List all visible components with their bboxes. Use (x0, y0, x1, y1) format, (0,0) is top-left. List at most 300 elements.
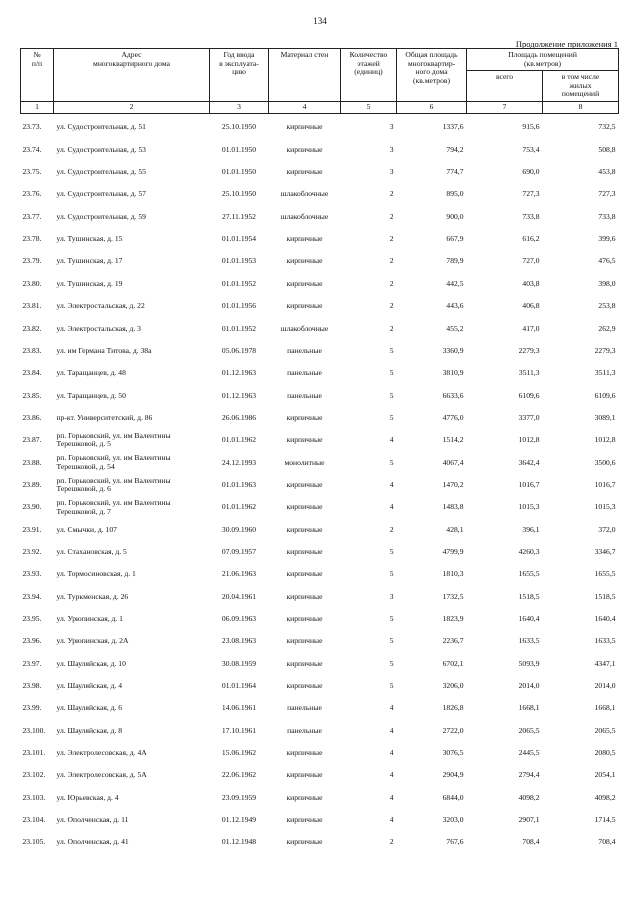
row-number: 23.82. (22, 323, 42, 333)
row-address: ул. Тушинская, д. 17 (56, 256, 123, 266)
row-total-area: 1470,2 (442, 479, 464, 489)
row-premises-area: 733,8 (522, 211, 540, 221)
row-living-area: 3346,7 (594, 546, 616, 556)
row-total-area: 2904,9 (442, 770, 464, 780)
row-address: ул. Судостроительная, д. 53 (56, 144, 146, 154)
table-row (21, 809, 619, 831)
page-number: 134 (313, 16, 327, 26)
row-total-area: 3076,5 (442, 748, 464, 758)
row-premises-area: 915,6 (522, 122, 540, 132)
row-total-area: 774,7 (446, 167, 464, 177)
row-floors: 4 (389, 725, 394, 735)
column-number-6: 6 (397, 101, 467, 113)
row-total-area: 1337,6 (442, 122, 464, 132)
row-number: 23.98. (22, 681, 42, 691)
row-address: ул. Тормосиновская, д. 1 (56, 569, 136, 579)
row-premises-area: 1655,5 (518, 569, 540, 579)
row-wall-material: кирпичные (286, 815, 323, 825)
row-address: ул. Шауляйская, д. 4 (56, 681, 123, 691)
row-premises-area: 1015,3 (518, 502, 540, 512)
row-premises-area: 4098,2 (518, 792, 540, 802)
column-number-4: 4 (269, 101, 341, 113)
row-floors: 4 (389, 703, 394, 713)
header-floors: Количество этажей (единиц) (341, 49, 397, 102)
row-wall-material: кирпичные (286, 167, 323, 177)
row-premises-area: 2907,1 (518, 815, 540, 825)
row-commission-date: 01.12.1963 (221, 390, 257, 400)
row-number: 23.77. (22, 211, 42, 221)
row-commission-date: 17.10.1961 (221, 725, 257, 735)
row-number: 23.74. (22, 144, 42, 154)
row-total-area: 2722,0 (442, 725, 464, 735)
row-commission-date: 22.06.1962 (221, 770, 257, 780)
row-premises-area: 1518,5 (518, 591, 540, 601)
row-wall-material: кирпичные (286, 502, 323, 512)
row-wall-material: панельные (287, 703, 322, 713)
row-living-area: 1012,8 (594, 435, 616, 445)
row-premises-area: 2014,0 (518, 681, 540, 691)
row-premises-area: 1016,7 (518, 479, 540, 489)
row-floors: 5 (389, 636, 394, 646)
table-row (21, 541, 619, 563)
row-number: 23.95. (22, 613, 42, 623)
header-area-all: всего (467, 71, 543, 102)
row-address: ул. Судостроительная, д. 55 (56, 167, 146, 177)
table-row (21, 764, 619, 786)
row-total-area: 1483,8 (442, 502, 464, 512)
row-address: ул. Судостроительная, д. 57 (56, 189, 146, 199)
table-row (21, 113, 619, 139)
row-commission-date: 01.01.1956 (221, 301, 257, 311)
row-total-area: 2236,7 (442, 636, 464, 646)
row-number: 23.88. (22, 457, 42, 467)
row-address: рп. Горьковский, ул. им Валентины Терешковой, д. 6 (56, 475, 171, 494)
row-premises-area: 1668,1 (518, 703, 540, 713)
row-number: 23.99. (22, 703, 42, 713)
row-living-area: 1668,1 (594, 703, 616, 713)
row-floors: 2 (389, 837, 394, 847)
row-premises-area: 4260,3 (518, 546, 540, 556)
row-wall-material: кирпичные (286, 122, 323, 132)
row-address: рп. Горьковский, ул. им Валентины Терешковой, д. 5 (56, 430, 171, 449)
row-living-area: 1016,7 (594, 479, 616, 489)
row-premises-area: 1633,5 (518, 636, 540, 646)
row-living-area: 708,4 (598, 837, 616, 847)
row-wall-material: панельные (287, 345, 322, 355)
row-total-area: 1732,5 (442, 591, 464, 601)
row-floors: 5 (389, 613, 394, 623)
row-commission-date: 14.06.1961 (221, 703, 257, 713)
table-row (21, 429, 619, 451)
row-wall-material: кирпичные (286, 636, 323, 646)
header-address: Адрес многоквартирного дома (54, 49, 210, 102)
row-floors: 3 (389, 167, 394, 177)
row-living-area: 2014,0 (594, 681, 616, 691)
row-floors: 2 (389, 278, 394, 288)
row-total-area: 789,9 (446, 256, 464, 266)
row-premises-area: 2794,4 (518, 770, 540, 780)
row-commission-date: 01.01.1952 (221, 278, 257, 288)
row-commission-date: 15.06.1962 (221, 748, 257, 758)
row-living-area: 1015,3 (594, 502, 616, 512)
row-total-area: 794,2 (446, 144, 464, 154)
row-premises-area: 616,2 (522, 234, 540, 244)
row-premises-area: 3642,4 (518, 457, 540, 467)
row-number: 23.103. (22, 792, 46, 802)
row-commission-date: 21.06.1963 (221, 569, 257, 579)
row-living-area: 3500,6 (594, 457, 616, 467)
row-number: 23.97. (22, 658, 42, 668)
row-premises-area: 753,4 (522, 144, 540, 154)
row-total-area: 455,2 (446, 323, 464, 333)
row-living-area: 3089,1 (594, 412, 616, 422)
row-living-area: 262,9 (598, 323, 616, 333)
row-floors: 4 (389, 502, 394, 512)
row-number: 23.73. (22, 122, 42, 132)
row-floors: 3 (389, 144, 394, 154)
table-row (21, 474, 619, 496)
row-address: ул. Судостроительная, д. 51 (56, 122, 146, 132)
row-total-area: 6702,1 (442, 658, 464, 668)
column-number-7: 7 (467, 101, 543, 113)
row-commission-date: 26.06.1986 (221, 412, 257, 422)
row-premises-area: 396,1 (522, 524, 540, 534)
row-address: ул. Туркменская, д. 26 (56, 591, 129, 601)
row-floors: 5 (389, 658, 394, 668)
row-number: 23.78. (22, 234, 42, 244)
row-wall-material: кирпичные (286, 256, 323, 266)
row-address: ул. Ополченская, д. 41 (56, 837, 129, 847)
row-commission-date: 07.09.1957 (221, 546, 257, 556)
row-wall-material: кирпичные (286, 748, 323, 758)
row-premises-area: 406,8 (522, 301, 540, 311)
row-number: 23.92. (22, 546, 42, 556)
row-living-area: 732,5 (598, 122, 616, 132)
row-premises-area: 5093,9 (518, 658, 540, 668)
row-address: ул. Тушинская, д. 15 (56, 234, 123, 244)
row-total-area: 1810,3 (442, 569, 464, 579)
row-total-area: 4776,0 (442, 412, 464, 422)
row-living-area: 733,8 (598, 211, 616, 221)
row-address: ул. Шауляйская, д. 6 (56, 703, 123, 713)
row-total-area: 3206,0 (442, 681, 464, 691)
row-commission-date: 01.12.1963 (221, 368, 257, 378)
row-number: 23.105. (22, 837, 46, 847)
row-premises-area: 403,8 (522, 278, 540, 288)
row-address: ул. Шауляйская, д. 10 (56, 658, 126, 668)
row-floors: 2 (389, 256, 394, 266)
row-wall-material: кирпичные (286, 546, 323, 556)
row-commission-date: 01.12.1949 (221, 815, 257, 825)
row-address: рп. Горьковский, ул. им Валентины Терешковой, д. 54 (56, 453, 171, 471)
header-total-area: Общая площадь многоквартир- ного дома (кв.метров) (397, 49, 467, 102)
row-commission-date: 01.01.1950 (221, 167, 257, 177)
row-living-area: 508,8 (598, 144, 616, 154)
row-address: ул. Таращанцев, д. 48 (56, 368, 126, 378)
row-total-area: 1823,9 (442, 613, 464, 623)
column-number-2: 2 (54, 101, 210, 113)
row-wall-material: шлакоблочные (280, 323, 329, 333)
row-number: 23.83. (22, 345, 42, 355)
table-row (21, 586, 619, 608)
row-living-area: 1518,5 (594, 591, 616, 601)
row-premises-area: 2279,3 (518, 345, 540, 355)
row-living-area: 3511,3 (594, 368, 616, 378)
row-commission-date: 01.01.1963 (221, 479, 257, 489)
row-floors: 5 (389, 412, 394, 422)
row-total-area: 3203,0 (442, 815, 464, 825)
row-floors: 4 (389, 435, 394, 445)
row-wall-material: панельные (287, 390, 322, 400)
row-floors: 5 (389, 681, 394, 691)
table-row (21, 295, 619, 317)
row-living-area: 1640,4 (594, 613, 616, 623)
table-row (21, 519, 619, 541)
column-number-8: 8 (543, 101, 619, 113)
row-total-area: 6844,0 (442, 792, 464, 802)
header-number: № п/п (21, 49, 54, 102)
row-address: ул. Урюпинская, д. 1 (56, 613, 123, 623)
table-row (21, 161, 619, 183)
row-wall-material: кирпичные (286, 792, 323, 802)
table-row (21, 697, 619, 719)
row-commission-date: 01.01.1953 (221, 256, 257, 266)
row-address: ул. Электростальская, д. 22 (56, 301, 145, 311)
row-commission-date: 01.01.1964 (221, 681, 257, 691)
row-living-area: 1714,5 (594, 815, 616, 825)
housing-table (20, 48, 619, 854)
row-wall-material: шлакоблочные (280, 189, 329, 199)
row-number: 23.86. (22, 412, 42, 422)
row-number: 23.91. (22, 524, 42, 534)
table-row (21, 720, 619, 742)
row-commission-date: 01.01.1954 (221, 234, 257, 244)
table-body (21, 113, 619, 854)
row-wall-material: кирпичные (286, 412, 323, 422)
row-living-area: 2065,5 (594, 725, 616, 735)
row-address: ул. Смычки, д. 107 (56, 524, 117, 534)
table-row (21, 340, 619, 362)
row-floors: 4 (389, 479, 394, 489)
row-number: 23.79. (22, 256, 42, 266)
row-floors: 2 (389, 524, 394, 534)
row-total-area: 667,9 (446, 234, 464, 244)
row-living-area: 4347,1 (594, 658, 616, 668)
row-floors: 4 (389, 770, 394, 780)
row-floors: 2 (389, 301, 394, 311)
row-address: ул. Таращанцев, д. 50 (56, 390, 126, 400)
row-commission-date: 24.12.1993 (221, 457, 257, 467)
row-commission-date: 30.08.1959 (221, 658, 257, 668)
row-total-area: 1514,2 (442, 435, 464, 445)
row-floors: 5 (389, 569, 394, 579)
row-number: 23.102. (22, 770, 46, 780)
row-wall-material: монолитные (284, 457, 325, 467)
table-row (21, 630, 619, 652)
row-living-area: 6109,6 (594, 390, 616, 400)
row-commission-date: 05.06.1978 (221, 345, 257, 355)
row-number: 23.94. (22, 591, 42, 601)
row-wall-material: панельные (287, 725, 322, 735)
column-number-5: 5 (341, 101, 397, 113)
row-commission-date: 01.12.1948 (221, 837, 257, 847)
row-wall-material: кирпичные (286, 278, 323, 288)
row-number: 23.100. (22, 725, 46, 735)
row-total-area: 767,6 (446, 837, 464, 847)
row-address: ул. Урюпинская, д. 2А (56, 636, 129, 646)
table-row (21, 206, 619, 228)
row-total-area: 900,0 (446, 211, 464, 221)
column-number-3: 3 (210, 101, 269, 113)
row-premises-area: 708,4 (522, 837, 540, 847)
row-address: рп. Горьковский, ул. им Валентины Терешковой, д. 7 (56, 498, 171, 516)
row-total-area: 895,0 (446, 189, 464, 199)
row-living-area: 727,3 (598, 189, 616, 199)
row-address: ул. им Германа Титова, д. 38а (56, 345, 152, 355)
row-number: 23.96. (22, 636, 42, 646)
row-total-area: 428,1 (446, 524, 464, 534)
row-wall-material: кирпичные (286, 524, 323, 534)
header-year: Год ввода в эксплуата- цию (210, 49, 269, 102)
row-address: ул. Электролесовская, д. 4А (56, 748, 147, 758)
row-number: 23.75. (22, 167, 42, 177)
row-address: ул. Стахановская, д. 5 (56, 546, 127, 556)
header-premises-area: Площадь помещений (кв.метров) (467, 49, 619, 71)
row-living-area: 253,8 (598, 301, 616, 311)
row-number: 23.101. (22, 748, 46, 758)
row-number: 23.89. (22, 479, 42, 489)
row-floors: 4 (389, 815, 394, 825)
row-commission-date: 27.11.1952 (222, 211, 256, 221)
row-total-area: 4067,4 (442, 457, 464, 467)
row-floors: 5 (389, 457, 394, 467)
row-wall-material: кирпичные (286, 613, 323, 623)
row-floors: 2 (389, 189, 394, 199)
header-area-living: в том числе жилых помещений (543, 71, 619, 102)
row-premises-area: 727,0 (522, 256, 540, 266)
row-living-area: 453,8 (598, 167, 616, 177)
row-address: ул. Электростальская, д. 3 (56, 323, 141, 333)
row-living-area: 398,0 (598, 278, 616, 288)
row-floors: 2 (389, 323, 394, 333)
row-premises-area: 727,3 (522, 189, 540, 199)
row-premises-area: 1640,4 (518, 613, 540, 623)
table-row (21, 653, 619, 675)
row-address: ул. Электролесовская, д. 5А (56, 770, 147, 780)
row-floors: 5 (389, 345, 394, 355)
row-total-area: 3360,9 (442, 345, 464, 355)
table-row (21, 675, 619, 697)
row-premises-area: 417,0 (522, 323, 540, 333)
table-row (21, 385, 619, 407)
row-living-area: 2054,1 (594, 770, 616, 780)
row-total-area: 443,6 (446, 301, 464, 311)
row-living-area: 2279,3 (594, 345, 616, 355)
row-wall-material: кирпичные (286, 591, 323, 601)
table-row (21, 139, 619, 161)
row-floors: 4 (389, 748, 394, 758)
table-row (21, 832, 619, 854)
row-wall-material: кирпичные (286, 569, 323, 579)
row-total-area: 1826,8 (442, 703, 464, 713)
row-total-area: 442,5 (446, 278, 464, 288)
row-number: 23.81. (22, 301, 42, 311)
row-commission-date: 01.01.1950 (221, 144, 257, 154)
row-wall-material: кирпичные (286, 837, 323, 847)
row-address: ул. Судостроительная, д. 59 (56, 211, 146, 221)
table-row (21, 787, 619, 809)
row-premises-area: 3377,0 (518, 412, 540, 422)
row-floors: 5 (389, 390, 394, 400)
row-total-area: 6633,6 (442, 390, 464, 400)
row-commission-date: 01.01.1962 (221, 435, 257, 445)
row-commission-date: 25.10.1950 (221, 122, 257, 132)
row-commission-date: 30.09.1960 (221, 524, 257, 534)
table-row (21, 362, 619, 384)
row-living-area: 1633,5 (594, 636, 616, 646)
row-commission-date: 20.04.1961 (221, 591, 257, 601)
row-living-area: 1655,5 (594, 569, 616, 579)
row-floors: 4 (389, 792, 394, 802)
row-address: ул. Тушинская, д. 19 (56, 278, 123, 288)
row-floors: 2 (389, 211, 394, 221)
row-address: ул. Юрьевская, д. 4 (56, 792, 119, 802)
row-floors: 5 (389, 368, 394, 378)
continuation-label: Продолжение приложения 1 (515, 39, 618, 49)
row-commission-date: 01.01.1952 (221, 323, 257, 333)
row-address: ул. Ополченская, д. 11 (56, 815, 129, 825)
table-row (21, 318, 619, 340)
row-premises-area: 6109,6 (518, 390, 540, 400)
row-living-area: 4098,2 (594, 792, 616, 802)
row-number: 23.85. (22, 390, 42, 400)
row-wall-material: шлакоблочные (280, 211, 329, 221)
row-living-area: 476,5 (598, 256, 616, 266)
row-number: 23.87. (22, 435, 42, 445)
table-row (21, 184, 619, 206)
row-commission-date: 23.09.1959 (221, 792, 257, 802)
column-number-1: 1 (21, 101, 54, 113)
row-commission-date: 01.01.1962 (221, 502, 257, 512)
table-row (21, 496, 619, 518)
row-premises-area: 690,0 (522, 167, 540, 177)
table-row (21, 742, 619, 764)
table-row (21, 452, 619, 474)
row-address: пр-кт. Университетский, д. 86 (56, 412, 153, 422)
table-row (21, 273, 619, 295)
row-wall-material: кирпичные (286, 234, 323, 244)
row-living-area: 2080,5 (594, 748, 616, 758)
table-row (21, 407, 619, 429)
row-address: ул. Шауляйская, д. 8 (56, 725, 123, 735)
row-floors: 5 (389, 546, 394, 556)
row-commission-date: 25.10.1950 (221, 189, 257, 199)
row-number: 23.93. (22, 569, 42, 579)
row-total-area: 4799,9 (442, 546, 464, 556)
row-number: 23.90. (22, 502, 42, 512)
row-wall-material: кирпичные (286, 144, 323, 154)
table-row (21, 608, 619, 630)
row-wall-material: кирпичные (286, 770, 323, 780)
row-wall-material: кирпичные (286, 435, 323, 445)
table-row (21, 251, 619, 273)
row-wall-material: кирпичные (286, 301, 323, 311)
row-number: 23.76. (22, 189, 42, 199)
row-wall-material: панельные (287, 368, 322, 378)
row-wall-material: кирпичные (286, 658, 323, 668)
row-premises-area: 1012,8 (518, 435, 540, 445)
row-living-area: 372,0 (598, 524, 616, 534)
